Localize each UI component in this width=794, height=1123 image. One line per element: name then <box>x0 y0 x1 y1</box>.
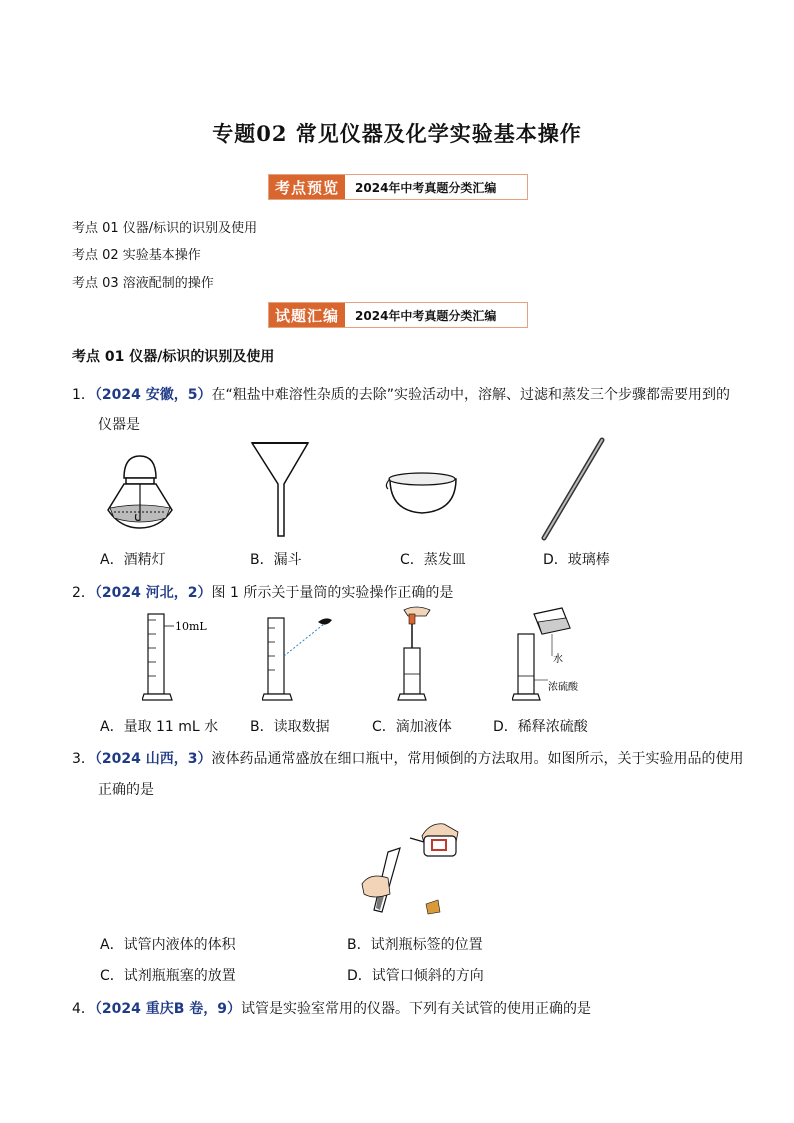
q3-option-d[interactable]: D．试管口倾斜的方向 <box>347 968 484 984</box>
question-3 <box>72 748 744 768</box>
question-text: 液体药品通常盛放在细口瓶中，常用倾倒的方法取用。如图所示，关于实验用品的使用 <box>211 751 744 767</box>
q1-option-b[interactable]: B．漏斗 <box>250 552 302 568</box>
question-text: 试管是实验室常用的仪器。下列有关试管的使用正确的是 <box>241 1001 592 1017</box>
cylinder-label-10ml: 10mL <box>175 620 207 633</box>
toc-item-1: 考点 01 仪器/标识的识别及使用 <box>72 221 258 236</box>
banner-subtitle: 2024年中考真题分类汇编 <box>355 180 497 195</box>
question-number: 1． <box>72 387 95 403</box>
evaporating-dish-figure <box>382 465 462 517</box>
label-water: 水 <box>553 654 563 665</box>
question-number: 2． <box>72 585 95 601</box>
cylinder-figure-a <box>142 612 212 704</box>
glass-rod-figure <box>536 436 608 544</box>
question-3-continued: 正确的是 <box>98 782 154 798</box>
section-heading: 考点 01 仪器/标识的识别及使用 <box>72 349 275 365</box>
q1-option-a[interactable]: A．酒精灯 <box>100 552 166 568</box>
q3-option-c[interactable]: C．试剂瓶瓶塞的放置 <box>100 968 236 984</box>
q1-option-c[interactable]: C．蒸发皿 <box>400 552 466 568</box>
q1-option-d[interactable]: D．玻璃棒 <box>543 552 610 568</box>
question-number: 4． <box>72 1001 95 1017</box>
funnel-figure <box>250 440 310 540</box>
question-text: 图 1 所示关于量筒的实验操作正确的是 <box>211 585 454 601</box>
question-1 <box>72 384 730 404</box>
q2-option-a[interactable]: A．量取 11 mL 水 <box>100 719 219 735</box>
toc-item-3: 考点 03 溶液配制的操作 <box>72 276 214 291</box>
question-source: （2024 重庆B 卷，9） <box>94 1001 242 1017</box>
exercise-banner <box>268 302 528 328</box>
q3-option-a[interactable]: A．试管内液体的体积 <box>100 937 236 953</box>
question-number: 3． <box>72 751 95 767</box>
alcohol-lamp-figure <box>100 448 180 538</box>
question-1-continued: 仪器是 <box>98 417 140 433</box>
q2-option-c[interactable]: C．滴加液体 <box>372 719 452 735</box>
pouring-liquid-figure <box>360 812 470 922</box>
question-source: （2024 河北，2） <box>94 585 212 601</box>
toc-item-2: 考点 02 实验基本操作 <box>72 248 201 263</box>
banner-tag: 考点预览 <box>269 175 345 199</box>
cylinder-figure-c <box>396 604 446 704</box>
q2-option-b[interactable]: B．读取数据 <box>250 719 330 735</box>
cylinder-figure-d <box>512 604 602 704</box>
q3-option-b[interactable]: B．试剂瓶标签的位置 <box>347 937 483 953</box>
question-source: （2024 山西，3） <box>94 751 212 767</box>
label-conc-acid: 浓硫酸 <box>548 682 578 693</box>
cylinder-figure-b <box>262 614 338 704</box>
page-title: 专题02 常见仪器及化学实验基本操作 <box>212 121 582 146</box>
banner-tag: 试题汇编 <box>269 303 345 327</box>
preview-banner <box>268 174 528 200</box>
question-source: （2024 安徽，5） <box>94 387 212 403</box>
question-4 <box>72 998 591 1018</box>
q2-option-d[interactable]: D．稀释浓硫酸 <box>493 719 588 735</box>
banner-subtitle: 2024年中考真题分类汇编 <box>355 308 497 323</box>
question-2 <box>72 582 453 602</box>
question-text: 在“粗盐中难溶性杂质的去除”实验活动中，溶解、过滤和蒸发三个步骤都需要用到的 <box>211 387 731 403</box>
